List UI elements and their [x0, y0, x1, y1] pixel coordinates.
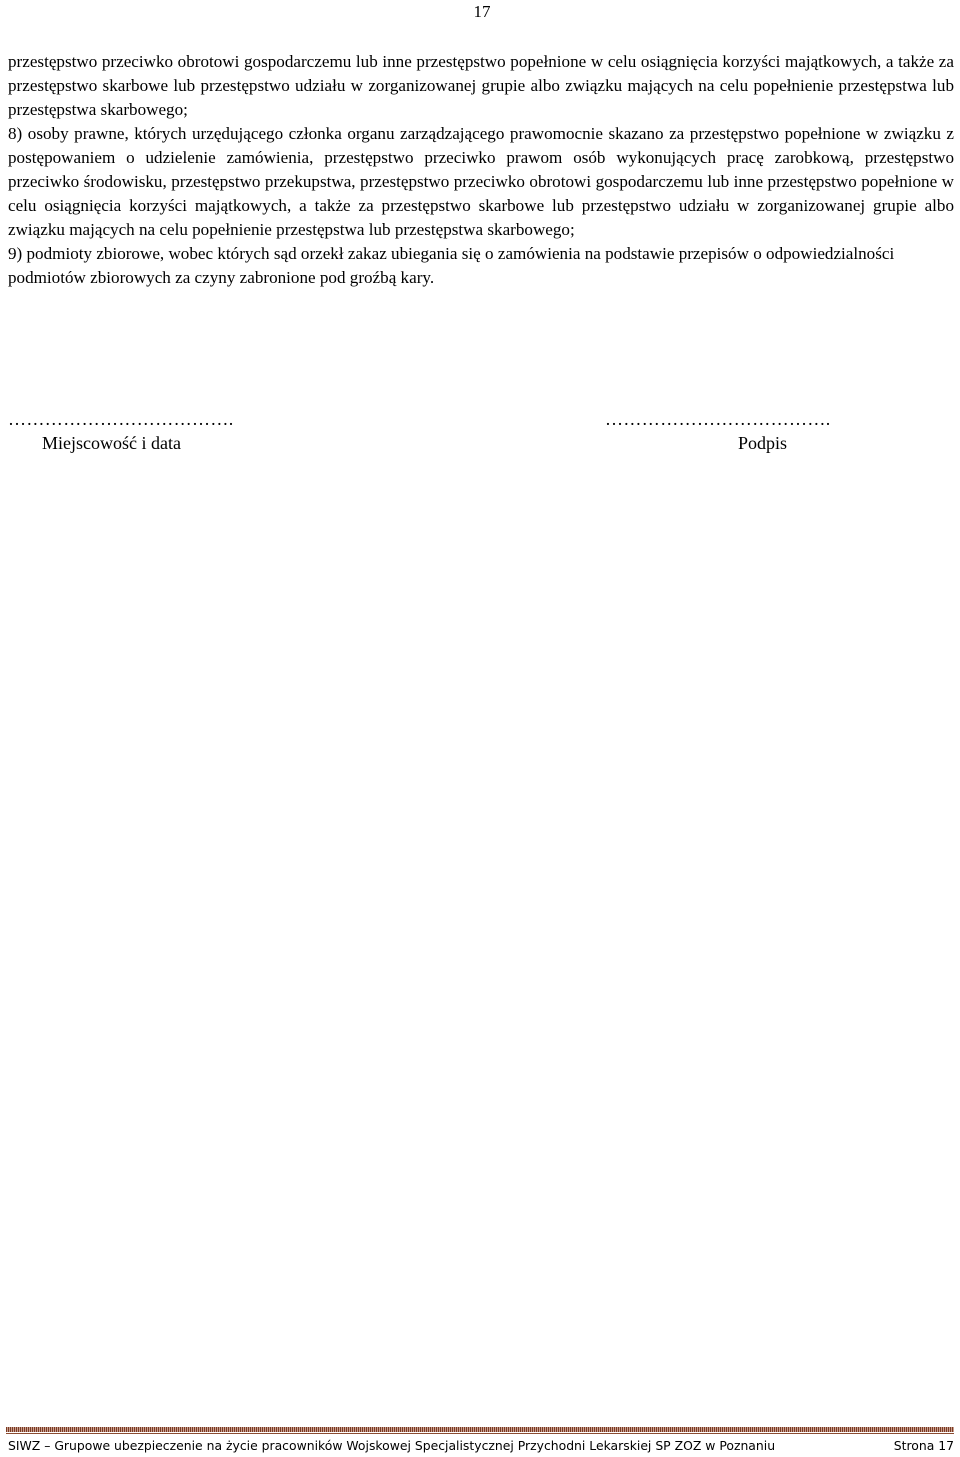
page-number: 17	[473, 2, 491, 21]
place-date-dotted-line: ……………………………….	[8, 409, 234, 429]
signature-dotted-line: ……………………………….	[605, 409, 831, 429]
paragraph-continuation: przestępstwo przeciwko obrotowi gospodarczemu lub inne przestępstwo popełnione w celu osiągnięcia korzyści majątkowych, a także za przestępstwo skarbowe lub przestępstwo udziału w zorganizowanej grupie albo związku mających na celu popełnienie przestępstwa lub przestępstwa skarbowego;	[8, 52, 954, 119]
signature-sign	[605, 407, 925, 455]
signature-place-date	[8, 407, 308, 455]
place-date-label: Miejscowość i data	[42, 433, 181, 453]
footer-divider	[6, 1427, 954, 1432]
paragraph-item-8: 8) osoby prawne, których urzędującego członka organu zarządzającego prawomocnie skazano za przestępstwo popełnione w związku z postępowaniem o udzielenie zamówienia, przestępstwo przeciwko prawom osób wykonujących pracę zarobkową, przestępstwo przeciwko środowisku, przestępstwo przekupstwa, przestępstwo przeciwko obrotowi gospodarczemu lub inne przestępstwo popełnione w celu osiągnięcia korzyści majątkowych, a także za przestępstwo skarbowe lub przestępstwo udziału w zorganizowanej grupie albo związku mających na celu popełnienie przestępstwa lub przestępstwa skarbowego;	[8, 124, 954, 239]
footer-divider-thin	[6, 1433, 954, 1434]
footer-page-label: Strona 17	[893, 1438, 954, 1453]
document-body	[8, 50, 954, 290]
footer-document-title: SIWZ – Grupowe ubezpieczenie na życie pracowników Wojskowej Specjalistycznej Przychodni Lekarskiej SP ZOZ w Poznaniu	[8, 1438, 776, 1453]
signature-label: Podpis	[738, 433, 788, 453]
paragraph-item-9: 9) podmioty zbiorowe, wobec których sąd orzekł zakaz ubiegania się o zamówienia na podstawie przepisów o odpowiedzialności podmiotów zbiorowych za czyny zabronione pod groźbą kary.	[8, 244, 895, 287]
